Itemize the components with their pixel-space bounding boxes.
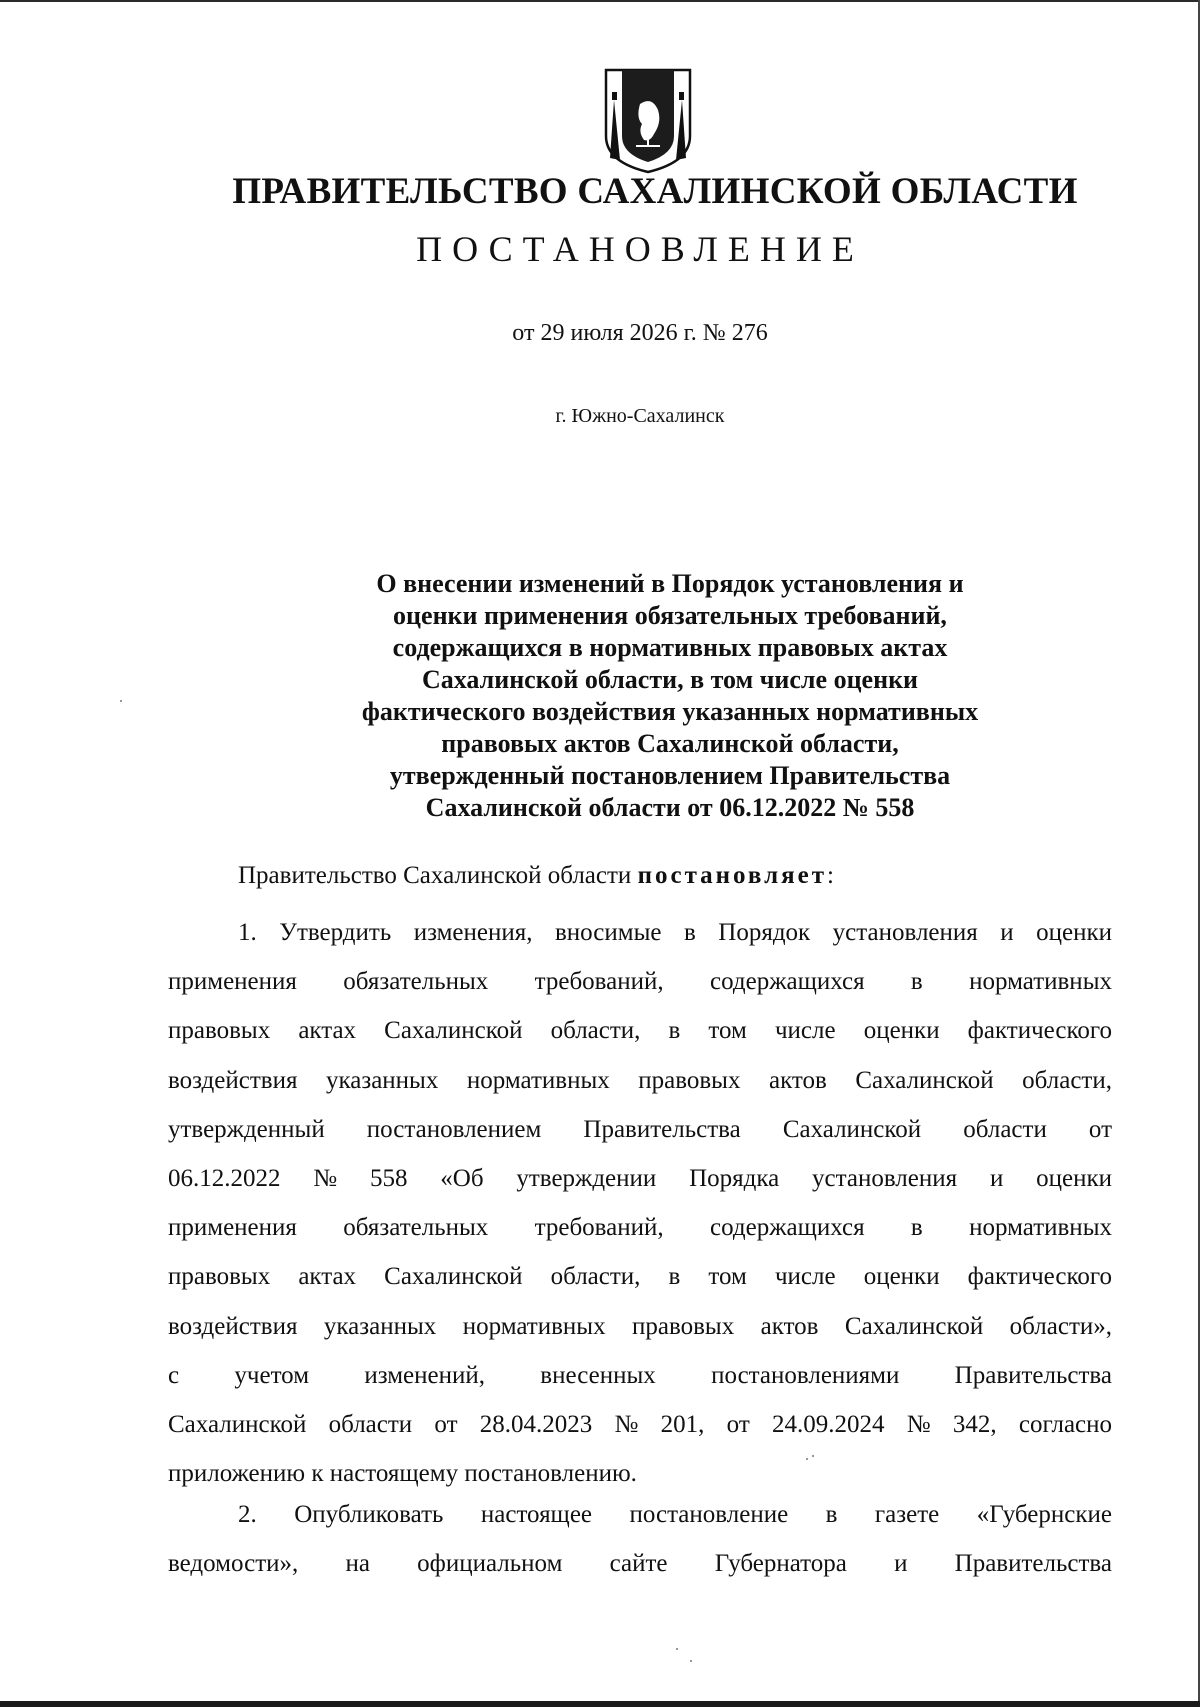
paragraph-line: Сахалинской области от 28.04.2023 № 201, от 24.09.2024 № 342, согласно: [168, 1411, 1113, 1439]
subject-line: утвержденный постановлением Правительства: [389, 761, 951, 790]
paragraph-line: воздействия указанных нормативных правовых актов Сахалинской области»,: [168, 1312, 1112, 1340]
preamble: [238, 862, 1138, 890]
paragraph-2: [168, 1490, 1112, 1588]
scan-speck: [120, 700, 122, 702]
paragraph-line: правовых актах Сахалинской области, в том числе оценки фактического: [168, 1263, 1112, 1291]
document-subject: [260, 568, 1080, 824]
subject-line: Сахалинской области, в том числе оценки: [421, 665, 919, 694]
subject-line: содержащихся в нормативных правовых актах: [392, 633, 948, 662]
paragraph-line: правовых актах Сахалинской области, в том числе оценки фактического: [168, 1017, 1112, 1045]
scan-speck: [806, 1458, 808, 1460]
organization-title: ПРАВИТЕЛЬСТВО САХАЛИНСКОЙ ОБЛАСТИ: [232, 171, 1078, 212]
preamble-emphasis: постановляет: [637, 862, 828, 889]
subject-line: О внесении изменений в Порядок установления и: [376, 569, 964, 598]
paragraph-line: применения обязательных требований, содержащихся в нормативных: [168, 968, 1112, 996]
subject-line: правовых актов Сахалинской области,: [441, 729, 899, 758]
scan-edge-bottom: [0, 1701, 1200, 1707]
preamble-text: Правительство Сахалинской области: [238, 862, 638, 889]
scan-speck: [676, 1648, 678, 1650]
scan-speck: [812, 1455, 814, 1457]
preamble-colon: :: [827, 862, 834, 889]
paragraph-line: воздействия указанных нормативных правовых актов Сахалинской области,: [168, 1066, 1112, 1094]
document-type: ПОСТАНОВЛЕНИЕ: [416, 229, 864, 269]
paragraph-line: утвержденный постановлением Правительства Сахалинской области от: [168, 1115, 1113, 1143]
coat-of-arms-icon: [600, 66, 696, 174]
subject-line: Сахалинской области от 06.12.2022 № 558: [425, 793, 915, 822]
paragraph-line: 06.12.2022 № 558 «Об утверждении Порядка установления и оценки: [168, 1165, 1113, 1193]
paragraph-line: 1. Утвердить изменения, вносимые в Порядок установления и оценки: [238, 919, 1113, 946]
subject-line: оценки применения обязательных требований,: [393, 601, 947, 630]
scan-edge-top: [0, 0, 1200, 2]
paragraph-line: с учетом изменений, внесенных постановлениями Правительства: [168, 1361, 1112, 1389]
subject-line: фактического воздействия указанных нормативных: [361, 697, 979, 726]
paragraph-line: 2. Опубликовать настоящее постановление в газете «Губернские: [238, 1501, 1112, 1528]
paragraph-1: [168, 908, 1112, 1498]
document-date-number: от 29 июля 2026 г. № 276: [512, 320, 768, 346]
paragraph-line: приложению к настоящему постановлению.: [168, 1460, 637, 1488]
paragraph-line: применения обязательных требований, содержащихся в нормативных: [168, 1214, 1112, 1242]
scan-speck: [690, 1660, 692, 1662]
document-city: г. Южно-Сахалинск: [555, 405, 725, 427]
paragraph-line: ведомости», на официальном сайте Губернатора и Правительства: [168, 1550, 1112, 1578]
